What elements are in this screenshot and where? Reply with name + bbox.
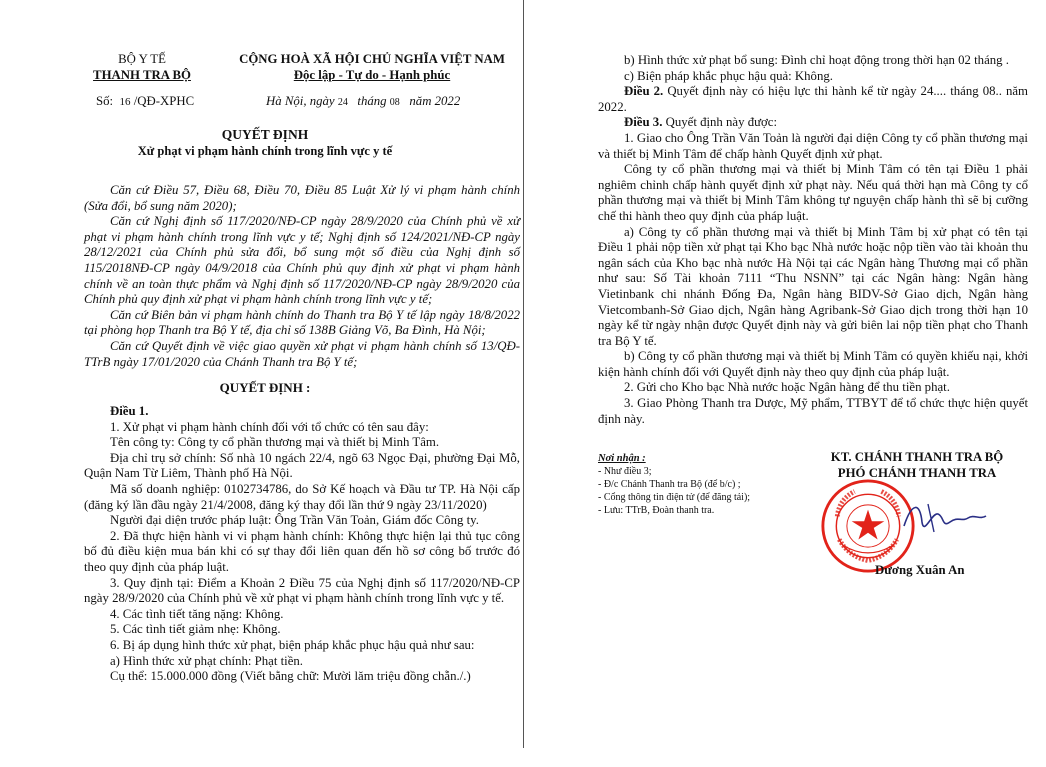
list-item: Công ty cổ phần thương mại và thiết bị Minh Tâm có tên tại Điều 1 phải nghiêm chỉnh chấp hành quyết định xử phạt này. Nếu quá thời hạn mà Công ty cổ phần thương mại và thiết bị Minh Tâm không tự nguyện chấp hành thì sẽ bị cưỡng chế thi hành theo quy định của pháp luật. (598, 162, 1028, 223)
list-item: Địa chỉ trụ sở chính: Số nhà 10 ngách 22/4, ngõ 63 Ngọc Đại, phường Đại Mỗ, Quận Nam Từ Liêm, Thành phố Hà Nội. (84, 450, 520, 481)
list-item: 2. Đã thực hiện hành vi vi phạm hành chính: Không thực hiện lại thủ tục công bố đủ điều kiện mua bán khi có sự thay đổi liên quan đến hồ sơ công bố trước đó theo quy định của pháp luật. (84, 528, 520, 574)
document-title: QUYẾT ĐỊNH (221, 127, 309, 142)
preamble-item: Căn cứ Nghị định số 117/2020/NĐ-CP ngày 28/9/2020 của Chính phủ về xử phạt vi phạm hành chính trong lĩnh vực y tế; Nghị định số 124/2021/NĐ-CP ngày 28/12/2021 của Chính phủ sửa đổi, bổ sung một số điều của Nghị định số 115/2018NĐ-CP ngày 04/9/2018 của Chính phủ quy định xử phạt vi phạm hành chính về an toàn thực phẩm và Nghị định số 117/2020/NĐ-CP ngày 28/9/2020 của Chính phủ quy định xử phạt vi phạm hành chính trong lĩnh vực y tế; (84, 214, 520, 307)
list-item: 4. Các tình tiết tăng nặng: Không. (110, 606, 284, 621)
signer-block (812, 450, 1022, 481)
list-item: 5. Các tình tiết giảm nhẹ: Không. (110, 622, 281, 637)
document-subtitle: Xử phạt vi phạm hành chính trong lĩnh vực y tế (137, 144, 393, 158)
signer-name: Dương Xuân An (875, 563, 965, 577)
list-item: 6. Bị áp dụng hình thức xử phạt, biện pháp khắc phục hậu quả như sau: (110, 637, 475, 652)
signer-title-1: KT. CHÁNH THANH TRA BỘ (830, 450, 1004, 464)
preamble-item: Căn cứ Biên bản vi phạm hành chính do Thanh tra Bộ Y tế lập ngày 18/8/2022 tại phòng họp Thanh tra Bộ Y tế, địa chỉ số 138B Giảng Võ, Ba Đình, Hà Nội; (84, 307, 520, 338)
recipient-item: - Như điều 3; (598, 466, 652, 477)
recipients-heading: Nơi nhận : (598, 453, 646, 464)
agency-name: THANH TRA BỘ (93, 67, 191, 82)
list-item: b) Công ty cổ phần thương mại và thiết bị Minh Tâm có quyền khiếu nại, khởi kiện hành chính đối với Quyết định này theo quy định của pháp luật. (598, 349, 1028, 379)
document-number: Số: 16 /QĐ-XPHC (96, 94, 195, 108)
list-item: Cụ thể: 15.000.000 đồng (Viết bằng chữ: Mười lăm triệu đồng chẵn./.) (110, 669, 471, 684)
list-item: 1. Giao cho Ông Trần Văn Toản là người đại diện Công ty cổ phần thương mại và thiết bị Minh Tâm để chấp hành Quyết định xử phạt. (598, 130, 1028, 161)
decision-heading: QUYẾT ĐỊNH : (219, 380, 311, 395)
list-item: Tên công ty: Công ty cổ phần thương mại và thiết bị Minh Tâm. (110, 435, 440, 450)
motto: Độc lập - Tự do - Hạnh phúc (293, 67, 451, 82)
right-body (598, 53, 1028, 427)
list-item: 2. Gửi cho Kho bạc Nhà nước hoặc Ngân hàng để thu tiền phạt. (624, 380, 950, 395)
recipient-item: - Cổng thông tin điện tử (để đăng tải); (598, 492, 751, 503)
national-header (234, 52, 510, 83)
list-item: 1. Xử phạt vi phạm hành chính đối với tổ chức có tên sau đây: (110, 419, 429, 434)
list-item: a) Công ty cổ phần thương mại và thiết bị Minh Tâm bị xử phạt có tên tại Điều 1 phải nộp tiền xử phạt tại Kho bạc Nhà nước hoặc nộp tiền vào tài khoản thu ngân sách của Kho bạc nhà nước Hà Nội tại các Ngân hàng Thương mại cổ phần như sau: Số Tài khoản 7111 “Thu NSNN” tại các Ngân hàng: Ngân hàng Vietinbank chi nhánh Đống Đa, Ngân hàng BIDV-Sở Giao dịch, Ngân hàng Vietcombanh-Sở Giao dịch, Ngân hàng Agribank-Sở Giao dịch trong thời hạn 10 ngày kể từ ngày nhận được Quyết định này và gửi biên lai nộp tiền phạt cho Thanh tra Bộ Y tế. (598, 224, 1028, 348)
preamble-item: Căn cứ Điều 57, Điều 68, Điều 70, Điều 85 Luật Xử lý vi phạm hành chính (Sửa đổi, bổ sung năm 2020); (84, 183, 520, 213)
list-item: Mã số doanh nghiệp: 0102734786, do Sở Kế hoạch và Đầu tư TP. Hà Nội cấp (đăng ký lần đầu ngày 21/4/2008, đăng ký thay đổi lần thứ 9 ngày 23/11/2020) (84, 481, 520, 512)
ministry-block (86, 52, 198, 83)
list-item: 3. Giao Phòng Thanh tra Dược, Mỹ phẩm, TTBYT để tổ chức thực hiện quyết định này. (598, 396, 1028, 426)
signature-icon (898, 492, 990, 542)
article-1 (84, 404, 520, 685)
list-item: Người đại diện trước pháp luật: Ông Trần Văn Toản, Giám đốc Công ty. (110, 513, 479, 528)
country-name: CỘNG HOÀ XÃ HỘI CHỦ NGHĨA VIỆT NAM (239, 52, 505, 66)
recipients-block (598, 452, 798, 517)
title-block (100, 127, 430, 159)
list-item: a) Hình thức xử phạt chính: Phạt tiền. (110, 653, 303, 668)
article-3: Điều 3. Quyết định này được: (624, 115, 778, 130)
preamble-item: Căn cứ Quyết định về việc giao quyền xử phạt vi phạm hành chính số 13/QĐ-TTrB ngày 17/01/2020 của Chánh Thanh tra Bộ Y tế; (84, 338, 520, 369)
list-item: b) Hình thức xử phạt bổ sung: Đình chỉ hoạt động trong thời hạn 02 tháng . (624, 53, 1009, 67)
article-1-heading: Điều 1. (110, 404, 149, 418)
preamble (84, 183, 520, 370)
signer-title-2: PHÓ CHÁNH THANH TRA (837, 465, 997, 480)
article-2: Điều 2. Quyết định này có hiệu lực thi hành kể từ ngày 24.... tháng 08.. năm 2022. (598, 84, 1028, 114)
ministry-name: BỘ Y TẾ (118, 52, 166, 66)
list-item: 3. Quy định tại: Điểm a Khoản 2 Điều 75 của Nghị định số 117/2020/NĐ-CP ngày 28/9/2020 của Chính phủ về xử phạt vi phạm hành chính trong lĩnh vực y tế. (84, 575, 520, 606)
list-item: c) Biện pháp khắc phục hậu quả: Không. (624, 68, 833, 83)
date-line: Hà Nội, ngày 24 tháng 08 năm 2022 (266, 94, 461, 108)
recipient-item: - Đ/c Chánh Thanh tra Bộ (để b/c) ; (598, 479, 741, 490)
recipient-item: - Lưu: TTrB, Đoàn thanh tra. (598, 505, 715, 516)
